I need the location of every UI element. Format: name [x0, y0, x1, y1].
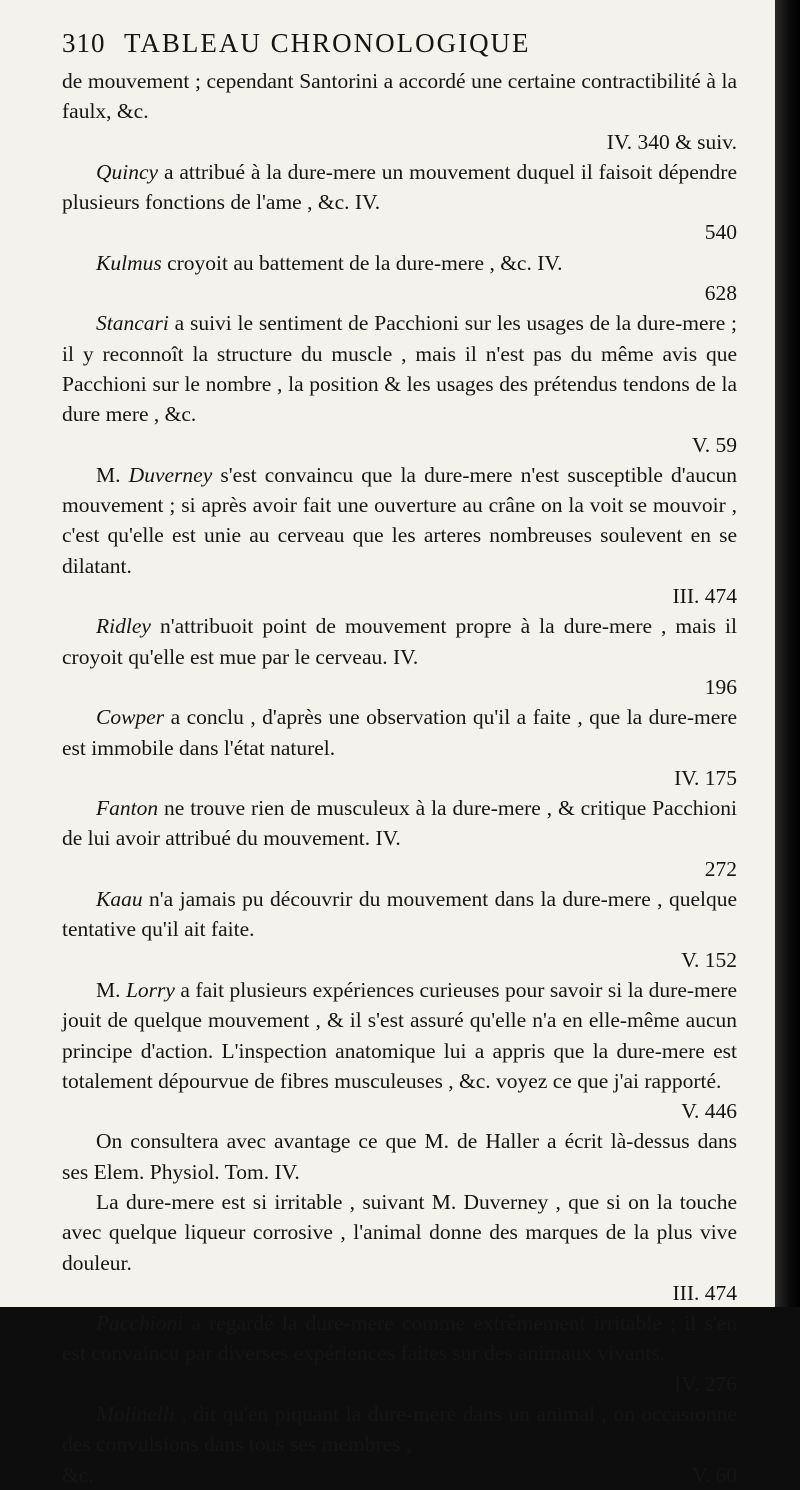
entry: Pacchioni a regardé la dure-mere comme extrêmement irritable ; il s'en est convaincu par diverses expériences faites sur des animaux vivants. IV. 276 — [62, 1308, 737, 1399]
reference: 540 — [704, 220, 737, 245]
entry: M. Duverney s'est convaincu que la dure-mere n'est susceptible d'aucun mouvement ; si après avoir fait une ouverture au crâne on la voit se mouvoir , c'est qu'elle est unie au cerveau que les arteres nombreuses soulevent en se dilatant. III. 474 — [62, 460, 737, 611]
reference: 628 — [704, 281, 737, 306]
entry: Kaau n'a jamais pu découvrir du mouvement dans la dure-mere , quelque tentative qu'il ait faite. V. 152 — [62, 884, 737, 975]
reference: V. 446 — [681, 1099, 737, 1124]
author-name: Duverney — [128, 462, 213, 487]
page-number: 310 — [62, 28, 106, 58]
entry: Cowper a conclu , d'après une observation qu'il a faite , que la dure-mere est immobile dans l'état naturel. IV. 175 — [62, 702, 737, 793]
entry: Quincy a attribué à la dure-mere un mouvement duquel il faisoit dépendre plusieurs fonctions de l'ame , &c. IV. 540 — [62, 157, 737, 248]
reference: IV. 175 — [674, 765, 737, 790]
reference: V. 59 — [691, 432, 737, 457]
entry: Molinelli , dit qu'en piquant la dure-mere dans un animal , on occasionne des convulsions dans tous ses membres , — [62, 1402, 737, 1457]
author-name: Molinelli — [96, 1402, 175, 1427]
reference: IV. 340 & suiv. — [606, 129, 737, 154]
author-name: Cowper — [96, 705, 165, 730]
author-name: Stancari — [96, 311, 169, 336]
reference: V. 152 — [681, 947, 737, 972]
entry: de mouvement ; cependant Santorini a accordé une certaine contractibilité à la faulx, &c. IV. 340 & suiv. — [62, 66, 737, 157]
author-name: Fanton — [96, 796, 159, 821]
entry: La dure-mere est si irritable , suivant M. Duverney , que si on la touche avec quelque liqueur corrosive , l'animal donne des marques de la plus vive douleur. III. 474 — [62, 1187, 737, 1308]
author-name: Quincy — [96, 159, 159, 184]
entry: Fanton ne trouve rien de musculeux à la dure-mere , & critique Pacchioni de lui avoir attribué du mouvement. IV. 272 — [62, 793, 737, 884]
body-text — [62, 66, 737, 1490]
entry-closing-line: &c. V. 60 — [62, 1460, 737, 1490]
reference: III. 474 — [672, 1280, 737, 1305]
author-name: Pacchioni — [96, 1311, 184, 1336]
entry: M. Lorry a fait plusieurs expériences curieuses pour savoir si la dure-mere jouit de quelque mouvement , & il s'est assuré qu'elle n'a en elle-même aucun principe d'action. L'inspection anatomique lui a appris que la dure-mere est totalement dépourvue de fibres musculeuses , &c. voyez ce que j'ai rapporté. V. 446 — [62, 975, 737, 1126]
running-title: TABLEAU CHRONOLOGIQUE — [124, 28, 531, 58]
book-gutter-shadow — [775, 0, 800, 1307]
author-name: Ridley — [96, 614, 151, 639]
reference: 196 — [704, 674, 737, 699]
entry: Kulmus croyoit au battement de la dure-mere , &c. IV. 628 — [62, 248, 737, 309]
reference: IV. 276 — [674, 1371, 737, 1396]
reference: V. 60 — [691, 1462, 737, 1487]
entry: Stancari a suivi le sentiment de Pacchioni sur les usages de la dure-mere ; il y reconnoît la structure du muscle , mais il n'est pas du même avis que Pacchioni sur le nombre , la position & les usages des prétendus tendons de la dure mere , &c. V. 59 — [62, 308, 737, 459]
page-content — [62, 28, 737, 1490]
entry: Ridley n'attribuoit point de mouvement propre à la dure-mere , mais il croyoit qu'elle est mue par le cerveau. IV. 196 — [62, 611, 737, 702]
author-name: Kulmus — [96, 250, 162, 275]
reference: III. 474 — [672, 584, 737, 609]
reference: 272 — [704, 856, 737, 881]
running-header — [62, 28, 737, 66]
author-name: Lorry — [125, 977, 175, 1002]
author-name: Kaau — [96, 887, 143, 912]
entry: On consultera avec avantage ce que M. de Haller a écrit là-dessus dans ses Elem. Physiol. Tom. IV. — [62, 1129, 737, 1184]
